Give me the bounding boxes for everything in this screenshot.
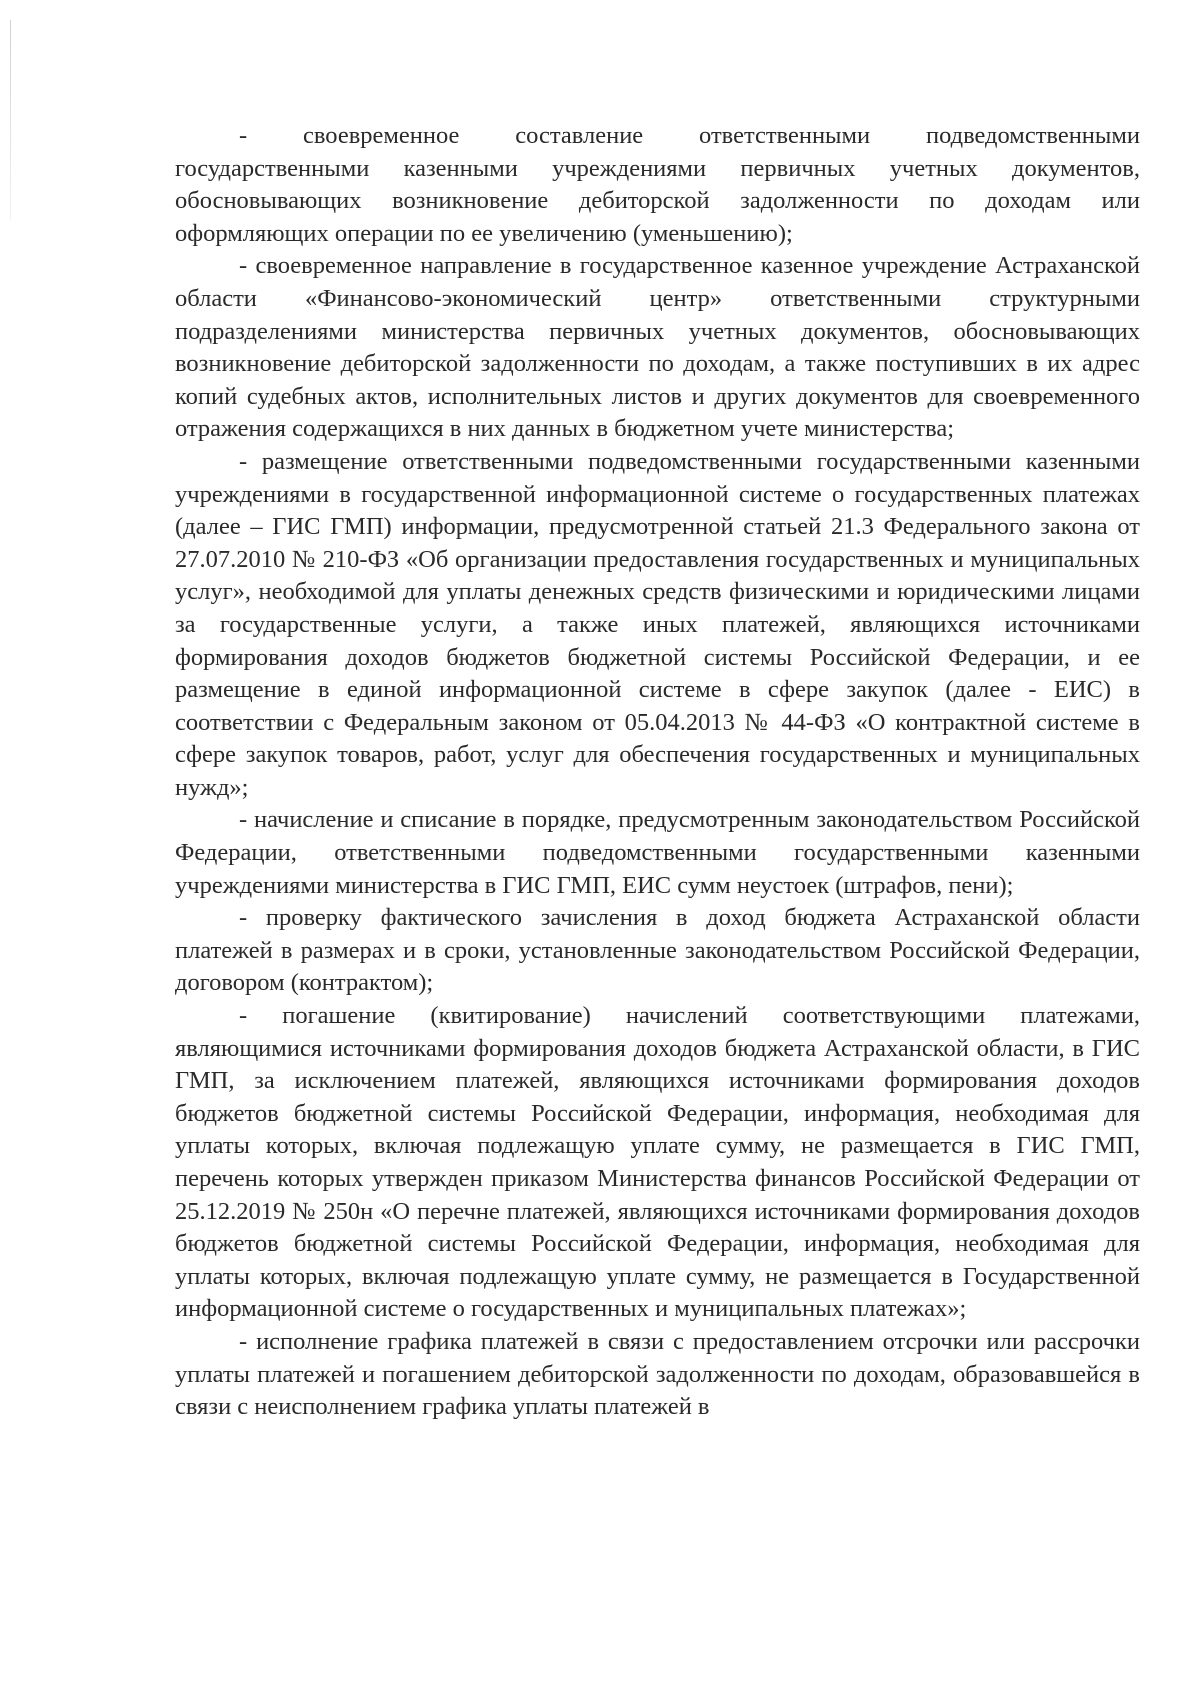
paragraph-finance-center: - своевременное направление в государственное казенное учреждение Астраханской области «Финансово-экономический центр» ответственными структурными подразделениями министерства первичных учетных документов, обосновывающих возникновение дебиторской задолженности по доходам, а также поступивших в их адрес копий судебных актов, исполнительных листов и других документов для своевременного отражения содержащихся в них данных в бюджетном учете министерства; [175, 252, 1140, 443]
paragraph-revenue-check: - проверку фактического зачисления в доход бюджета Астраханской области платежей в размерах и в сроки, установленные законодательством Российской Федерации, договором (контрактом); [175, 904, 1140, 997]
paragraph-primary-documents: - своевременное составление ответственными подведомственными государственными казенными учреждениями первичных учетных документов, обосновывающих возникновение дебиторской задолженности по доходам или оформляющих операции по ее увеличению (уменьшению); [175, 122, 1140, 247]
paragraph-gis-gmp-placement: - размещение ответственными подведомственными государственными казенными учреждениями в государственной информационной системе о государственных платежах (далее – ГИС ГМП) информации, предусмотренной статьей 21.3 Федерального закона от 27.07.2010 № 210-ФЗ «Об организации предоставления государственных и муниципальных услуг», необходимой для уплаты денежных средств физическими и юридическими лицами за государственные услуги, а также иных платежей, являющихся источниками формирования доходов бюджетов бюджетной системы Российской Федерации, и ее размещение в единой информационной системе в сфере закупок (далее - ЕИС) в соответствии с Федеральным законом от 05.04.2013 № 44-ФЗ «О контрактной системе в сфере закупок товаров, работ, услуг для обеспечения государственных и муниципальных нужд»; [175, 447, 1140, 801]
paragraph-penalties: - начисление и списание в порядке, предусмотренным законодательством Российской Федерации, ответственными подведомственными государственными казенными учреждениями министерства в ГИС ГМП, ЕИС сумм неустоек (штрафов, пени); [175, 806, 1140, 899]
scan-edge-mark [10, 20, 11, 220]
paragraph-quittance: - погашение (квитирование) начислений соответствующими платежами, являющимися источниками формирования доходов бюджета Астраханской области, в ГИС ГМП, за исключением платежей, являющихся источниками формирования доходов бюджетов бюджетной системы Российской Федерации, информация, необходимая для уплаты которых, включая подлежащую уплате сумму, не размещается в ГИС ГМП, перечень которых утвержден приказом Министерства финансов Российской Федерации от 25.12.2019 № 250н «О перечне платежей, являющихся источниками формирования доходов бюджетов бюджетной системы Российской Федерации, информация, необходимая для уплаты которых, включая подлежащую уплате сумму, не размещается в Государственной информационной системе о государственных и муниципальных платежах»; [175, 1002, 1140, 1323]
document-body [175, 120, 1140, 1424]
paragraph-payment-schedule: - исполнение графика платежей в связи с предоставлением отсрочки или рассрочки уплаты платежей и погашением дебиторской задолженности по доходам, образовавшейся в связи с неисполнением графика уплаты платежей в [175, 1327, 1140, 1421]
